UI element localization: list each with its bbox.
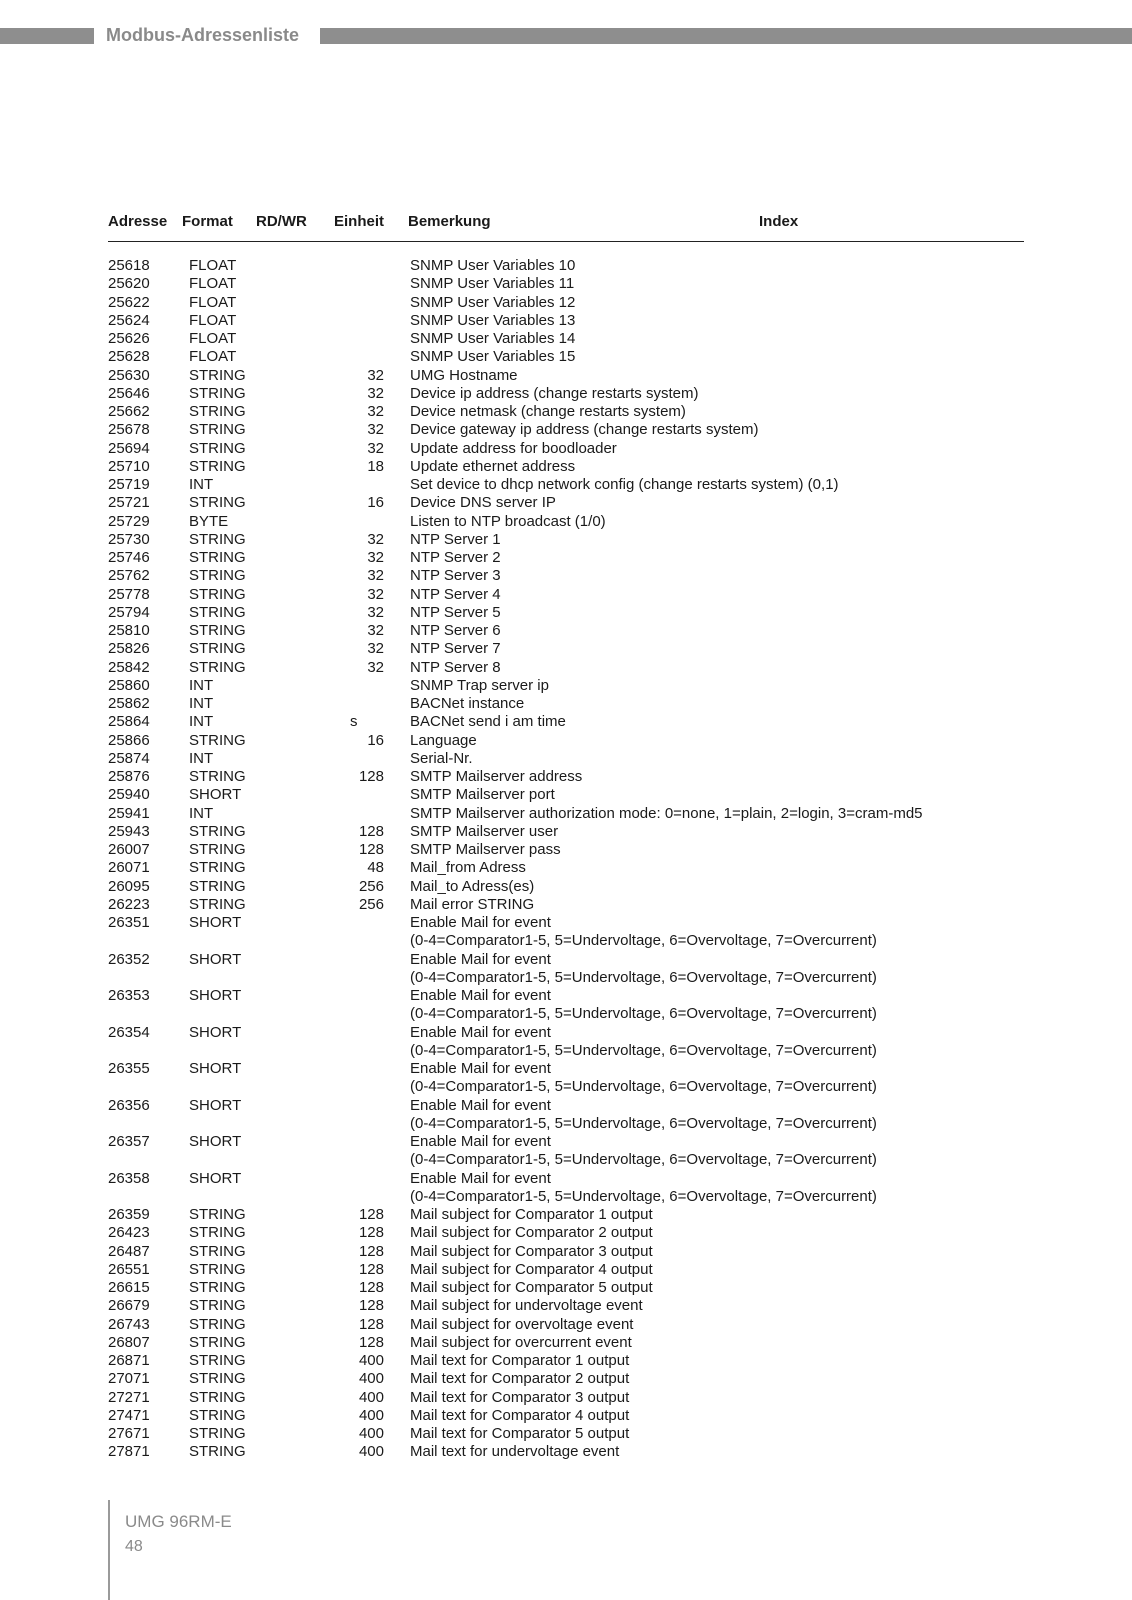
- table-row: [108, 1060, 1024, 1097]
- cell-format: SHORT: [189, 914, 242, 931]
- cell-einheit: 128: [358, 1206, 384, 1223]
- cell-einheit: 32: [367, 622, 384, 639]
- cell-einheit: 18: [367, 457, 384, 475]
- cell-format: STRING: [189, 658, 246, 676]
- cell-format: SHORT: [189, 987, 242, 1004]
- cell-adresse: 27671: [108, 1425, 150, 1442]
- cell-einheit: 32: [367, 439, 384, 457]
- cell-einheit: 128: [358, 822, 384, 840]
- cell-format: SHORT: [189, 1169, 242, 1187]
- cell-bemerkung: Mail subject for overvoltage event: [410, 1315, 634, 1333]
- cell-adresse: 26679: [108, 1297, 150, 1315]
- cell-bemerkung: Mail_from Adress: [410, 859, 526, 877]
- table-row: [108, 805, 1024, 823]
- cell-adresse: 25730: [108, 530, 150, 548]
- cell-einheit: 128: [358, 768, 384, 785]
- table-row: [108, 1206, 1024, 1224]
- col-header-einheit: Einheit: [334, 213, 385, 230]
- cell-bemerkung: SNMP User Variables 12: [410, 293, 576, 311]
- cell-adresse: 25729: [108, 512, 150, 530]
- cell-adresse: 26223: [108, 895, 150, 913]
- cell-format: FLOAT: [189, 348, 237, 366]
- cell-einheit: 128: [358, 1297, 384, 1315]
- col-header-bemerkung: Bemerkung: [408, 213, 491, 230]
- cell-einheit: 32: [367, 658, 384, 676]
- table-row: [108, 1261, 1024, 1279]
- table-row: [108, 659, 1024, 677]
- cell-bemerkung: SMTP Mailserver port: [410, 786, 555, 804]
- col-header-rdwr: RD/WR: [256, 213, 307, 230]
- cell-adresse: 25721: [108, 494, 150, 512]
- table-row: [108, 1297, 1024, 1315]
- cell-format: STRING: [189, 822, 246, 840]
- cell-format: STRING: [189, 549, 246, 566]
- cell-adresse: 25628: [108, 348, 150, 366]
- cell-einheit: 128: [358, 1315, 384, 1333]
- cell-adresse: 27471: [108, 1406, 150, 1424]
- cell-einheit: 32: [367, 403, 384, 420]
- cell-format: STRING: [189, 494, 246, 512]
- table-row: [108, 896, 1024, 914]
- cell-format: STRING: [189, 841, 246, 858]
- table-row: [108, 987, 1024, 1024]
- cell-bemerkung: Set device to dhcp network config (change restarts system) (0,1): [410, 476, 839, 493]
- cell-einheit: 16: [367, 731, 384, 749]
- table-row: [108, 403, 1024, 421]
- table-row: [108, 275, 1024, 293]
- cell-adresse: 25940: [108, 786, 150, 804]
- cell-adresse: 25826: [108, 640, 150, 658]
- table-row: [108, 586, 1024, 604]
- table-row: [108, 823, 1024, 841]
- cell-bemerkung: Mail subject for Comparator 3 output: [410, 1242, 653, 1260]
- cell-bemerkung: NTP Server 6: [410, 622, 501, 639]
- table-row: [108, 1316, 1024, 1334]
- cell-einheit: 400: [358, 1425, 384, 1442]
- table-row: [108, 1407, 1024, 1425]
- cell-adresse: 25876: [108, 768, 150, 785]
- table-row: [108, 1425, 1024, 1443]
- table-row: [108, 1170, 1024, 1207]
- table-row: [108, 1443, 1024, 1461]
- cell-format: STRING: [189, 622, 246, 639]
- page-number: 48: [125, 1538, 143, 1555]
- cell-adresse: 25943: [108, 822, 150, 840]
- table-row: [108, 476, 1024, 494]
- table-row: [108, 677, 1024, 695]
- cell-adresse: 25662: [108, 403, 150, 420]
- cell-format: STRING: [189, 585, 246, 603]
- cell-adresse: 26353: [108, 987, 150, 1004]
- cell-einheit: 128: [358, 1224, 384, 1242]
- cell-format: STRING: [189, 567, 246, 585]
- table-row: [108, 440, 1024, 458]
- cell-adresse: 27871: [108, 1443, 150, 1461]
- cell-bemerkung: Mail subject for Comparator 4 output: [410, 1260, 653, 1278]
- cell-bemerkung: NTP Server 1: [410, 530, 501, 548]
- cell-bemerkung: Mail subject for Comparator 5 output: [410, 1279, 653, 1296]
- cell-adresse: 25624: [108, 311, 150, 329]
- cell-format: INT: [189, 476, 214, 493]
- cell-einheit: s: [350, 713, 358, 731]
- cell-bemerkung: Enable Mail for event (0-4=Comparator1-5, 5=Undervoltage, 6=Overvoltage, 7=Overcurrent): [410, 1133, 877, 1169]
- cell-format: STRING: [189, 1443, 246, 1461]
- cell-adresse: 25864: [108, 713, 150, 731]
- cell-einheit: 32: [367, 549, 384, 566]
- cell-adresse: 26354: [108, 1023, 150, 1041]
- cell-format: STRING: [189, 439, 246, 457]
- cell-bemerkung: Enable Mail for event (0-4=Comparator1-5, 5=Undervoltage, 6=Overvoltage, 7=Overcurrent): [410, 950, 877, 986]
- table-row: [108, 914, 1024, 951]
- table-row: [108, 1243, 1024, 1261]
- table-row: [108, 1389, 1024, 1407]
- cell-einheit: 400: [358, 1406, 384, 1424]
- cell-bemerkung: Mail subject for undervoltage event: [410, 1297, 643, 1315]
- col-header-adresse: Adresse: [108, 213, 168, 230]
- cell-einheit: 16: [367, 494, 384, 512]
- cell-bemerkung: Mail text for Comparator 2 output: [410, 1370, 630, 1388]
- cell-format: FLOAT: [189, 293, 237, 311]
- cell-bemerkung: Mail text for Comparator 5 output: [410, 1425, 630, 1442]
- cell-adresse: 26357: [108, 1133, 150, 1150]
- cell-bemerkung: SMTP Mailserver authorization mode: 0=none, 1=plain, 2=login, 3=cram-md5: [410, 804, 923, 822]
- cell-format: STRING: [189, 1352, 246, 1369]
- cell-bemerkung: Device DNS server IP: [410, 494, 556, 512]
- table-row: [108, 1352, 1024, 1370]
- cell-bemerkung: Enable Mail for event (0-4=Comparator1-5, 5=Undervoltage, 6=Overvoltage, 7=Overcurrent): [410, 914, 877, 950]
- col-header-index: Index: [759, 213, 799, 230]
- cell-bemerkung: NTP Server 3: [410, 567, 501, 585]
- cell-bemerkung: Mail text for Comparator 1 output: [410, 1352, 630, 1369]
- cell-einheit: 400: [358, 1352, 384, 1369]
- cell-adresse: 25719: [108, 476, 150, 493]
- cell-bemerkung: Update ethernet address: [410, 457, 576, 475]
- cell-format: STRING: [189, 1242, 246, 1260]
- cell-bemerkung: BACNet send i am time: [410, 713, 566, 731]
- cell-format: STRING: [189, 768, 246, 785]
- cell-adresse: 26358: [108, 1169, 150, 1187]
- table-row: [108, 312, 1024, 330]
- cell-adresse: 25778: [108, 585, 150, 603]
- cell-format: STRING: [189, 1333, 246, 1351]
- cell-bemerkung: Mail text for Comparator 4 output: [410, 1406, 630, 1424]
- table-row: [108, 458, 1024, 476]
- cell-format: INT: [189, 676, 214, 694]
- cell-bemerkung: SMTP Mailserver address: [410, 768, 583, 785]
- cell-einheit: 128: [358, 1260, 384, 1278]
- cell-einheit: 32: [367, 530, 384, 548]
- cell-adresse: 26807: [108, 1333, 150, 1351]
- cell-adresse: 25860: [108, 676, 150, 694]
- cell-format: SHORT: [189, 1023, 242, 1041]
- table-row: [108, 768, 1024, 786]
- cell-bemerkung: NTP Server 8: [410, 658, 501, 676]
- cell-adresse: 27271: [108, 1388, 150, 1406]
- table-row: [108, 330, 1024, 348]
- table-row: [108, 695, 1024, 713]
- cell-einheit: 128: [358, 1279, 384, 1296]
- cell-format: SHORT: [189, 1060, 242, 1077]
- table-row: [108, 367, 1024, 385]
- cell-adresse: 26355: [108, 1060, 150, 1077]
- cell-format: STRING: [189, 1425, 246, 1442]
- cell-format: SHORT: [189, 1133, 242, 1150]
- cell-einheit: 256: [358, 877, 384, 895]
- cell-format: FLOAT: [189, 257, 237, 274]
- cell-bemerkung: Serial-Nr.: [410, 749, 473, 767]
- cell-format: FLOAT: [189, 275, 237, 293]
- cell-adresse: 25810: [108, 622, 150, 639]
- table-row: [108, 1224, 1024, 1242]
- cell-bemerkung: Enable Mail for event (0-4=Comparator1-5, 5=Undervoltage, 6=Overvoltage, 7=Overcurrent): [410, 1169, 877, 1205]
- cell-bemerkung: Mail text for undervoltage event: [410, 1443, 620, 1461]
- cell-format: STRING: [189, 384, 246, 402]
- cell-adresse: 25794: [108, 603, 150, 621]
- cell-format: STRING: [189, 603, 246, 621]
- cell-format: STRING: [189, 640, 246, 658]
- cell-einheit: 32: [367, 384, 384, 402]
- cell-bemerkung: NTP Server 2: [410, 549, 501, 566]
- cell-format: STRING: [189, 859, 246, 877]
- cell-format: STRING: [189, 731, 246, 749]
- table-row: [108, 1024, 1024, 1061]
- page-title: Modbus-Adressenliste: [106, 25, 300, 45]
- cell-adresse: 25710: [108, 457, 150, 475]
- cell-bemerkung: SNMP User Variables 11: [410, 275, 575, 293]
- table-row: [108, 1334, 1024, 1352]
- cell-bemerkung: SNMP User Variables 15: [410, 348, 576, 366]
- table-row: [108, 750, 1024, 768]
- cell-einheit: 32: [367, 366, 384, 384]
- cell-adresse: 25941: [108, 804, 150, 822]
- cell-adresse: 26352: [108, 950, 150, 968]
- cell-bemerkung: NTP Server 4: [410, 585, 501, 603]
- table-row: [108, 951, 1024, 988]
- table-row: [108, 567, 1024, 585]
- cell-format: STRING: [189, 895, 246, 913]
- cell-format: STRING: [189, 366, 246, 384]
- cell-einheit: 256: [358, 895, 384, 913]
- cell-format: STRING: [189, 403, 246, 420]
- col-header-format: Format: [182, 213, 233, 230]
- cell-bemerkung: UMG Hostname: [410, 366, 518, 384]
- cell-format: INT: [189, 804, 214, 822]
- cell-adresse: 25746: [108, 549, 150, 566]
- cell-bemerkung: Mail error STRING: [410, 895, 535, 913]
- cell-einheit: 32: [367, 585, 384, 603]
- cell-format: FLOAT: [189, 311, 237, 329]
- cell-bemerkung: NTP Server 7: [410, 640, 501, 658]
- cell-format: SHORT: [189, 1096, 242, 1114]
- cell-adresse: 26423: [108, 1224, 150, 1242]
- cell-format: STRING: [189, 457, 246, 475]
- cell-adresse: 27071: [108, 1370, 150, 1388]
- cell-bemerkung: SNMP User Variables 14: [410, 330, 576, 347]
- cell-bemerkung: Mail text for Comparator 3 output: [410, 1388, 630, 1406]
- cell-adresse: 25626: [108, 330, 150, 347]
- cell-adresse: 25874: [108, 749, 150, 767]
- table-row: [108, 1097, 1024, 1134]
- cell-format: SHORT: [189, 786, 242, 804]
- cell-format: INT: [189, 749, 214, 767]
- cell-bemerkung: SMTP Mailserver pass: [410, 841, 561, 858]
- cell-adresse: 26615: [108, 1279, 150, 1296]
- cell-bemerkung: SNMP User Variables 10: [410, 257, 576, 274]
- cell-format: STRING: [189, 530, 246, 548]
- cell-bemerkung: Language: [410, 731, 477, 749]
- cell-format: INT: [189, 695, 214, 712]
- cell-einheit: 32: [367, 640, 384, 658]
- cell-bemerkung: SNMP User Variables 13: [410, 311, 576, 329]
- cell-bemerkung: Update address for boodloader: [410, 439, 617, 457]
- cell-adresse: 25862: [108, 695, 150, 712]
- table-row: [108, 713, 1024, 731]
- cell-bemerkung: Device gateway ip address (change restarts system): [410, 421, 759, 439]
- cell-einheit: 128: [358, 1333, 384, 1351]
- cell-bemerkung: BACNet instance: [410, 695, 525, 712]
- cell-bemerkung: Listen to NTP broadcast (1/0): [410, 512, 606, 530]
- cell-adresse: 26071: [108, 859, 150, 877]
- cell-format: INT: [189, 713, 214, 731]
- cell-bemerkung: Mail subject for Comparator 2 output: [410, 1224, 653, 1242]
- cell-bemerkung: Mail subject for overcurrent event: [410, 1333, 632, 1351]
- cell-adresse: 25630: [108, 366, 150, 384]
- cell-adresse: 25678: [108, 421, 150, 439]
- cell-format: STRING: [189, 1224, 246, 1242]
- table-row: [108, 294, 1024, 312]
- cell-adresse: 26871: [108, 1352, 150, 1369]
- cell-format: FLOAT: [189, 330, 237, 347]
- cell-adresse: 26095: [108, 877, 150, 895]
- cell-format: STRING: [189, 1406, 246, 1424]
- cell-einheit: 128: [358, 841, 384, 858]
- table-row: [108, 421, 1024, 439]
- cell-adresse: 26743: [108, 1315, 150, 1333]
- table-row: [108, 786, 1024, 804]
- table-row: [108, 841, 1024, 859]
- cell-adresse: 25866: [108, 731, 150, 749]
- cell-einheit: 400: [358, 1370, 384, 1388]
- cell-adresse: 26351: [108, 914, 150, 931]
- table-row: [108, 549, 1024, 567]
- cell-format: SHORT: [189, 950, 242, 968]
- footer-model: UMG 96RM-E: [125, 1512, 232, 1531]
- cell-adresse: 25618: [108, 257, 150, 274]
- cell-format: STRING: [189, 877, 246, 895]
- table-row: [108, 494, 1024, 512]
- cell-bemerkung: Mail subject for Comparator 1 output: [410, 1206, 653, 1223]
- table-row: [108, 622, 1024, 640]
- cell-format: STRING: [189, 1370, 246, 1388]
- cell-format: STRING: [189, 1315, 246, 1333]
- table-row: [108, 859, 1024, 877]
- cell-adresse: 25622: [108, 293, 150, 311]
- cell-format: STRING: [189, 1279, 246, 1296]
- cell-einheit: 400: [358, 1443, 384, 1461]
- cell-einheit: 400: [358, 1388, 384, 1406]
- table-body: [108, 257, 1024, 1462]
- table-row: [108, 257, 1024, 275]
- cell-bemerkung: Enable Mail for event (0-4=Comparator1-5, 5=Undervoltage, 6=Overvoltage, 7=Overcurrent): [410, 1060, 877, 1096]
- cell-bemerkung: Device netmask (change restarts system): [410, 403, 686, 420]
- cell-format: STRING: [189, 1388, 246, 1406]
- table-row: [108, 385, 1024, 403]
- cell-einheit: 128: [358, 1242, 384, 1260]
- cell-einheit: 32: [367, 421, 384, 439]
- cell-bemerkung: Enable Mail for event (0-4=Comparator1-5, 5=Undervoltage, 6=Overvoltage, 7=Overcurrent): [410, 987, 877, 1023]
- table-row: [108, 1370, 1024, 1388]
- cell-einheit: 48: [367, 859, 384, 877]
- cell-adresse: 26356: [108, 1096, 150, 1114]
- cell-format: STRING: [189, 1260, 246, 1278]
- cell-adresse: 25646: [108, 384, 150, 402]
- cell-adresse: 25762: [108, 567, 150, 585]
- table-row: [108, 1279, 1024, 1297]
- cell-bemerkung: Enable Mail for event (0-4=Comparator1-5, 5=Undervoltage, 6=Overvoltage, 7=Overcurrent): [410, 1023, 877, 1059]
- cell-adresse: 26359: [108, 1206, 150, 1223]
- cell-einheit: 32: [367, 567, 384, 585]
- cell-adresse: 26007: [108, 841, 150, 858]
- table-header: [108, 213, 1024, 242]
- cell-bemerkung: NTP Server 5: [410, 603, 501, 621]
- header-bar-left: [0, 28, 94, 44]
- table-row: [108, 531, 1024, 549]
- cell-adresse: 26551: [108, 1260, 150, 1278]
- cell-bemerkung: SMTP Mailserver user: [410, 822, 559, 840]
- table-row: [108, 348, 1024, 366]
- cell-bemerkung: SNMP Trap server ip: [410, 676, 549, 694]
- cell-format: STRING: [189, 1206, 246, 1223]
- table-row: [108, 640, 1024, 658]
- cell-bemerkung: Enable Mail for event (0-4=Comparator1-5, 5=Undervoltage, 6=Overvoltage, 7=Overcurrent): [410, 1096, 877, 1132]
- cell-format: STRING: [189, 1297, 246, 1315]
- table-row: [108, 732, 1024, 750]
- footer-divider: [108, 1500, 110, 1600]
- table-row: [108, 878, 1024, 896]
- cell-adresse: 25694: [108, 439, 150, 457]
- table-row: [108, 604, 1024, 622]
- header-bar-right: [320, 28, 1132, 44]
- cell-adresse: 26487: [108, 1242, 150, 1260]
- cell-bemerkung: Mail_to Adress(es): [410, 877, 535, 895]
- table-row: [108, 513, 1024, 531]
- cell-einheit: 32: [367, 603, 384, 621]
- cell-format: BYTE: [189, 512, 229, 530]
- table-row: [108, 1133, 1024, 1170]
- cell-bemerkung: Device ip address (change restarts system): [410, 384, 699, 402]
- cell-format: STRING: [189, 421, 246, 439]
- cell-adresse: 25620: [108, 275, 150, 293]
- cell-adresse: 25842: [108, 658, 150, 676]
